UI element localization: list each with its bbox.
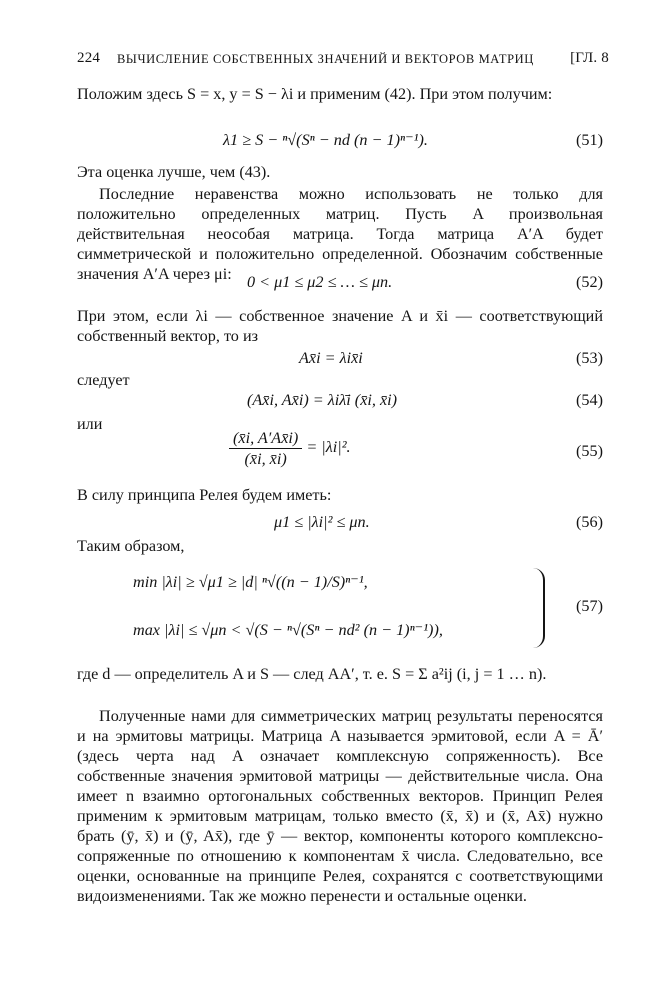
paragraph-6: Таким образом,: [77, 537, 185, 555]
equation-55-fraction: [229, 428, 302, 469]
equation-57-line-1: min |λi| ≥ √μ1 ≥ |d| ⁿ√((n − 1)/S)ⁿ⁻¹,: [133, 573, 368, 591]
paragraph-3: Последние неравенства можно использовать не только для положительно определенных матриц. Пусть A произвольная действительная неособая матрица. Тогда матрица A′A будет симметрической и положительно определенной. Обозначим собственные значения A′A через μi:: [77, 185, 603, 283]
equation-56-number: (56): [576, 513, 603, 531]
paragraph-4: При этом, если λi — собственное значение A и x̄i — соответствующий собственный вектор, то из: [77, 307, 603, 345]
equation-55-denominator: (x̄i, x̄i): [244, 450, 287, 468]
equation-54-number: (54): [576, 391, 603, 409]
equation-55-number: (55): [576, 442, 603, 460]
equation-54-formula: (Ax̄i, Ax̄i) = λiλ̄i (x̄i, x̄i): [247, 391, 398, 409]
running-header: [77, 48, 609, 70]
paragraph-1: Положим здесь S = x, y = S − λi и применим (42). При этом получим:: [77, 85, 553, 103]
equation-51: [77, 130, 603, 160]
equation-52-formula: 0 < μ1 ≤ μ2 ≤ … ≤ μn.: [247, 273, 393, 291]
header-title: ВЫЧИСЛЕНИЕ СОБСТВЕННЫХ ЗНАЧЕНИЙ И ВЕКТОРОВ МАТРИЦ: [117, 52, 534, 66]
equation-53-formula: Ax̄i = λix̄i: [299, 349, 363, 367]
chapter-label: [ГЛ. 8: [570, 50, 609, 66]
word-follows: следует: [77, 371, 130, 389]
word-or: или: [77, 415, 103, 433]
paragraph-7: где d — определитель A и S — след AA′, т. е. S = Σ a²ij (i, j = 1 … n).: [77, 665, 547, 683]
page-number: 224: [77, 50, 101, 66]
paragraph-2: Эта оценка лучше, чем (43).: [77, 163, 271, 181]
equation-57-number: (57): [576, 597, 603, 615]
equation-57-brace: [529, 568, 545, 648]
paragraph-8: Полученные нами для симметрических матриц результаты переносятся и на эрмитовы матрицы. Матрица A называется эрмитовой, если A = Ā′ (здесь черта над A означает комплексную сопряженность). Все собственные значения эрмитовой матрицы — действительные числа. Она имеет n взаимно ортогональных собственных векторов. Принцип Релея применим к эрмитовым матрицам, только вместо (x̄, x̄) и (x̄, Ax̄) нужно брать (ȳ, x̄) и (ȳ, Ax̄), где ȳ — вектор, компоненты которого комплексно-сопряженные по отношению к компонентам x̄ числа. Следовательно, все оценки, основанные на принципе Релея, сохранятся с соответствующими видоизменениями. Так же можно перенести и остальные оценки.: [77, 707, 603, 905]
equation-52: [77, 272, 603, 302]
equation-55-rhs: = |λi|².: [306, 438, 351, 457]
equation-55-formula: [229, 428, 351, 469]
equation-57: [77, 570, 603, 648]
equation-51-number: (51): [576, 131, 603, 149]
paragraph-5: В силу принципа Релея будем иметь:: [77, 486, 332, 504]
equation-55: [77, 428, 603, 474]
equation-57-line-2: max |λi| ≤ √μn < √(S − ⁿ√(Sⁿ − nd² (n − 1)ⁿ⁻¹)),: [133, 621, 443, 639]
equation-55-numerator: (x̄i, A′Ax̄i): [229, 428, 302, 449]
equation-52-number: (52): [576, 273, 603, 291]
equation-51-formula: λ1 ≥ S − ⁿ√(Sⁿ − nd (n − 1)ⁿ⁻¹).: [223, 131, 428, 149]
equation-53-number: (53): [576, 349, 603, 367]
equation-56-formula: μ1 ≤ |λi|² ≤ μn.: [274, 513, 370, 531]
